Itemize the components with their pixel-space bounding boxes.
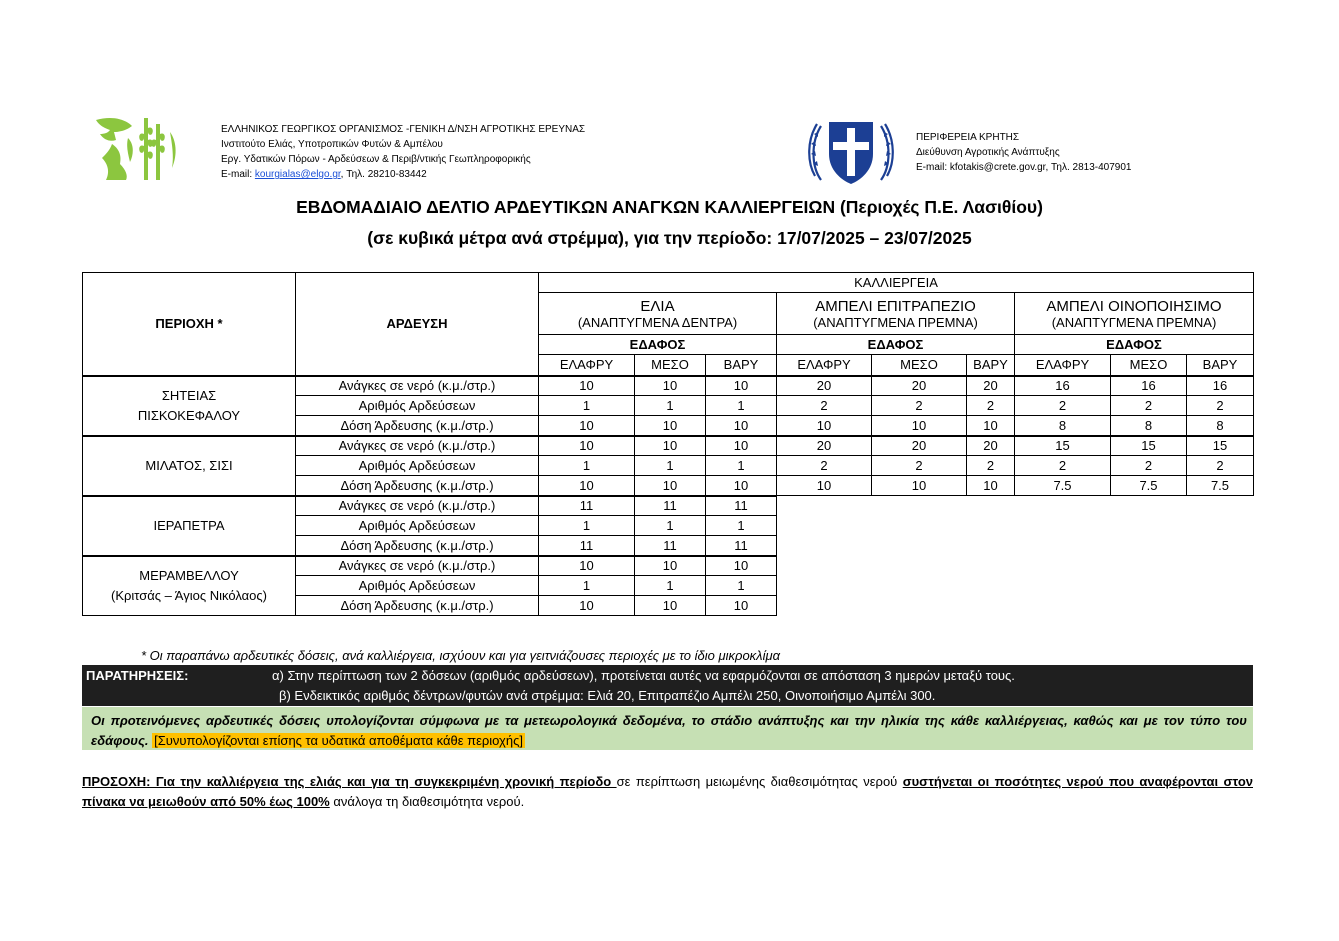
soil-heavy: ΒΑΡΥ (967, 355, 1015, 376)
value-cell: 1 (539, 456, 635, 476)
soil-medium: ΜΕΣΟ (1111, 355, 1187, 376)
crop-wine-grape-sub: (ΑΝΑΠΤΥΓΜΕΝΑ ΠΡΕΜΝΑ) (1051, 314, 1217, 330)
region-line-1: ΠΕΡΙΦΕΡΕΙΑ ΚΡΗΤΗΣ (916, 132, 1020, 143)
region-name-line: ΜΕΡΑΜΒΕΛΛΟΥ (139, 567, 239, 583)
value-cell: 2 (1187, 456, 1254, 476)
value-cell: 1 (539, 396, 635, 416)
soil-medium: ΜΕΣΟ (635, 355, 706, 376)
elgo-logo (92, 114, 186, 180)
value-cell: 8 (1111, 416, 1187, 436)
value-cell: 10 (706, 476, 777, 496)
warning-part-1: ΠΡΟΣΟΧΗ: Για την καλλιέργεια της ελιάς και για τη συγκεκριμένη χρονική περίοδο (82, 774, 617, 789)
warning-note (82, 772, 1253, 812)
crop-table-grape (777, 293, 1015, 335)
value-cell: 16 (1015, 376, 1111, 396)
methodology-highlight: [Συνυπολογίζονται επίσης τα υδατικά αποθέματα κάθε περιοχής] (154, 733, 523, 748)
crop-table-grape-name: ΑΜΠΕΛΙ ΕΠΙΤΡΑΠΕΖΙΟ (815, 297, 976, 315)
value-cell: 7.5 (1111, 476, 1187, 496)
value-cell: 2 (1015, 396, 1111, 416)
region-name-cell (83, 556, 296, 616)
region-line-2: Διεύθυνση Αγροτικής Ανάπτυξης (916, 147, 1060, 158)
soil-light: ΕΛΑΦΡΥ (1015, 355, 1111, 376)
value-cell: 15 (1015, 436, 1111, 456)
elgo-line-3: Εργ. Υδατικών Πόρων - Αρδεύσεων & Περιβ/ντικής Γεωπληροφορικής (221, 154, 531, 165)
region-name-line: ΠΙΣΚΟΚΕΦΑΛΟΥ (137, 407, 241, 423)
value-cell: 11 (635, 536, 706, 556)
value-cell: 2 (967, 396, 1015, 416)
value-cell: 2 (872, 456, 967, 476)
value-cell: 20 (777, 436, 872, 456)
region-name-cell (83, 496, 296, 556)
value-cell: 10 (872, 416, 967, 436)
methodology-text: Οι προτεινόμενες αρδευτικές δόσεις υπολογίζονται σύμφωνα με τα μετεωρολογικά δεδομένα, το στάδιο ανάπτυξης και την ηλικία της κάθε καλλιέργειας, καθώς και με τον τύπο του εδάφους. (91, 713, 1247, 748)
region-name-line: ΙΕΡΑΠΕΤΡΑ (153, 517, 225, 533)
value-cell: 20 (967, 376, 1015, 396)
value-cell: 10 (539, 556, 635, 576)
crop-wine-grape (1015, 293, 1254, 335)
metric-label-cell: Δόση Άρδευσης (κ.μ./στρ.) (296, 476, 539, 496)
warning-part-2: σε περίπτωση μειωμένης διαθεσιμότητας νερού (616, 774, 903, 789)
elgo-email-prefix: E-mail: (221, 169, 255, 180)
remarks-box (82, 665, 1253, 706)
value-cell: 10 (539, 416, 635, 436)
value-cell: 2 (967, 456, 1015, 476)
elgo-line-1: ΕΛΛΗΝΙΚΟΣ ΓΕΩΡΓΙΚΟΣ ΟΡΓΑΝΙΣΜΟΣ -ΓΕΝΙΚΗ Δ/ΝΣΗ ΑΓΡΟΤΙΚΗΣ ΕΡΕΥΝΑΣ (221, 124, 586, 135)
header-irrigation: ΑΡΔΕΥΣΗ (296, 273, 539, 376)
crop-wine-grape-name: ΑΜΠΕΛΙ ΟΙΝΟΠΟΙΗΣΙΜΟ (1046, 297, 1222, 315)
soil-light: ΕΛΑΦΡΥ (777, 355, 872, 376)
table-row (83, 556, 1254, 576)
soil-light: ΕΛΑΦΡΥ (539, 355, 635, 376)
value-cell: 7.5 (1015, 476, 1111, 496)
value-cell: 10 (706, 596, 777, 616)
value-cell: 1 (635, 516, 706, 536)
elgo-phone: , Τηλ. 28210-83442 (340, 169, 427, 180)
table-row (83, 436, 1254, 456)
empty-cell (777, 556, 1254, 576)
elgo-contact-line (221, 167, 585, 182)
warning-part-4: ανάλογα τη διαθεσιμότητα νερού. (329, 794, 525, 809)
soil-medium: ΜΕΣΟ (872, 355, 967, 376)
region-line-3: E-mail: kfotakis@crete.gov.gr, Τηλ. 2813-407901 (916, 162, 1132, 173)
region-name-line: ΣΗΤΕΙΑΣ (161, 387, 217, 403)
region-name-line: ΜΙΛΑΤΟΣ, ΣΙΣΙ (145, 457, 233, 473)
value-cell: 10 (706, 376, 777, 396)
value-cell: 10 (635, 416, 706, 436)
value-cell: 1 (706, 576, 777, 596)
metric-label-cell: Αριθμός Αρδεύσεων (296, 516, 539, 536)
value-cell: 10 (967, 476, 1015, 496)
metric-label-cell: Αριθμός Αρδεύσεων (296, 396, 539, 416)
methodology-note (82, 707, 1253, 750)
value-cell: 10 (539, 376, 635, 396)
value-cell: 2 (777, 396, 872, 416)
irrigation-table (82, 272, 1254, 616)
empty-cell (777, 576, 1254, 596)
elgo-email-link[interactable]: kourgialas@elgo.gr (254, 169, 341, 180)
header-crops: ΚΑΛΛΙΕΡΓΕΙΑ (539, 273, 1254, 293)
value-cell: 10 (635, 596, 706, 616)
value-cell: 10 (539, 476, 635, 496)
soil-header-table-grape: ΕΔΑΦΟΣ (777, 335, 1015, 355)
crop-table-grape-sub: (ΑΝΑΠΤΥΓΜΕΝΑ ΠΡΕΜΝΑ) (813, 314, 978, 330)
soil-header-wine-grape: ΕΔΑΦΟΣ (1015, 335, 1254, 355)
metric-label-cell: Ανάγκες σε νερό (κ.μ./στρ.) (296, 556, 539, 576)
value-cell: 10 (635, 556, 706, 576)
soil-heavy: ΒΑΡΥ (1187, 355, 1254, 376)
elgo-line-2: Ινστιτούτο Ελιάς, Υποτροπικών Φυτών & Αμπέλου (221, 139, 443, 150)
value-cell: 10 (635, 376, 706, 396)
value-cell: 2 (872, 396, 967, 416)
value-cell: 1 (539, 576, 635, 596)
value-cell: 20 (872, 436, 967, 456)
value-cell: 11 (635, 496, 706, 516)
value-cell: 10 (706, 556, 777, 576)
crop-olive (539, 293, 777, 335)
footnote: * Οι παραπάνω αρδευτικές δόσεις, ανά καλλιέργεια, ισχύουν και για γειτνιάζουσες περιοχές με το ίδιο μικροκλίμα (141, 648, 780, 663)
metric-label-cell: Δόση Άρδευσης (κ.μ./στρ.) (296, 416, 539, 436)
remarks-line-1: α) Στην περίπτωση των 2 δόσεων (αριθμός αρδεύσεων), προτείνεται αυτές να εφαρμόζονται σε απόσταση 3 ημερών μεταξύ τους. (272, 668, 1015, 683)
table-row (83, 496, 1254, 516)
value-cell: 16 (1111, 376, 1187, 396)
value-cell: 10 (539, 596, 635, 616)
region-header-text (916, 130, 1131, 175)
value-cell: 7.5 (1187, 476, 1254, 496)
value-cell: 1 (635, 396, 706, 416)
metric-label-cell: Δόση Άρδευσης (κ.μ./στρ.) (296, 596, 539, 616)
value-cell: 16 (1187, 376, 1254, 396)
value-cell: 11 (706, 536, 777, 556)
metric-label-cell: Ανάγκες σε νερό (κ.μ./στρ.) (296, 436, 539, 456)
value-cell: 20 (967, 436, 1015, 456)
value-cell: 20 (777, 376, 872, 396)
value-cell: 1 (539, 516, 635, 536)
metric-label-cell: Ανάγκες σε νερό (κ.μ./στρ.) (296, 376, 539, 396)
metric-label-cell: Αριθμός Αρδεύσεων (296, 456, 539, 476)
bulletin-title: ΕΒΔΟΜΑΔΙΑΙΟ ΔΕΛΤΙΟ ΑΡΔΕΥΤΙΚΩΝ ΑΝΑΓΚΩΝ ΚΑΛΛΙΕΡΓΕΙΩΝ (Περιοχές Π.Ε. Λασιθίου) (296, 197, 1043, 217)
remarks-label: ΠΑΡΑΤΗΡΗΣΕΙΣ: (86, 668, 189, 683)
region-name-line: (Κριτσάς – Άγιος Νικόλαος) (111, 587, 267, 603)
warning-part-3: συστήνεται οι ποσότητες νερού που αναφέρονται στον πίνακα να μειωθούν από 50% έως 100% (82, 774, 1253, 809)
value-cell: 10 (777, 476, 872, 496)
metric-label-cell: Ανάγκες σε νερό (κ.μ./στρ.) (296, 496, 539, 516)
value-cell: 15 (1111, 436, 1187, 456)
value-cell: 1 (635, 456, 706, 476)
value-cell: 1 (706, 516, 777, 536)
metric-label-cell: Δόση Άρδευσης (κ.μ./στρ.) (296, 536, 539, 556)
value-cell: 1 (706, 456, 777, 476)
value-cell: 10 (539, 436, 635, 456)
value-cell: 10 (635, 476, 706, 496)
empty-cell (777, 496, 1254, 516)
table-row (83, 376, 1254, 396)
value-cell: 20 (872, 376, 967, 396)
value-cell: 2 (1111, 456, 1187, 476)
greek-emblem-icon (805, 114, 897, 188)
value-cell: 11 (706, 496, 777, 516)
empty-cell (777, 516, 1254, 536)
metric-label-cell: Αριθμός Αρδεύσεων (296, 576, 539, 596)
value-cell: 10 (777, 416, 872, 436)
value-cell: 2 (1015, 456, 1111, 476)
value-cell: 1 (706, 396, 777, 416)
value-cell: 10 (635, 436, 706, 456)
value-cell: 8 (1187, 416, 1254, 436)
table-body (83, 376, 1254, 616)
value-cell: 8 (1015, 416, 1111, 436)
region-name-cell (83, 436, 296, 496)
remarks-line-2: β) Ενδεικτικός αριθμός δέντρων/φυτών ανά στρέμμα: Ελιά 20, Επιτραπέζιο Αμπέλι 250, Οινοποιήσιμο Αμπέλι 300. (279, 688, 936, 703)
crop-olive-sub: (ΑΝΑΠΤΥΓΜΕΝΑ ΔΕΝΤΡΑ) (577, 314, 738, 330)
value-cell: 10 (706, 416, 777, 436)
value-cell: 10 (967, 416, 1015, 436)
empty-cell (777, 596, 1254, 616)
crop-olive-name: ΕΛΙΑ (640, 297, 675, 315)
value-cell: 10 (872, 476, 967, 496)
value-cell: 2 (777, 456, 872, 476)
value-cell: 11 (539, 536, 635, 556)
value-cell: 1 (635, 576, 706, 596)
region-name-cell (83, 376, 296, 436)
bulletin-subtitle: (σε κυβικά μέτρα ανά στρέμμα), για την περίοδο: 17/07/2025 – 23/07/2025 (367, 228, 972, 248)
value-cell: 11 (539, 496, 635, 516)
header-region: ΠΕΡΙΟΧΗ * (83, 273, 296, 376)
value-cell: 10 (706, 436, 777, 456)
empty-cell (777, 536, 1254, 556)
soil-heavy: ΒΑΡΥ (706, 355, 777, 376)
value-cell: 2 (1187, 396, 1254, 416)
elgo-header-text (221, 122, 585, 182)
soil-header-olive: ΕΔΑΦΟΣ (539, 335, 777, 355)
value-cell: 15 (1187, 436, 1254, 456)
value-cell: 2 (1111, 396, 1187, 416)
